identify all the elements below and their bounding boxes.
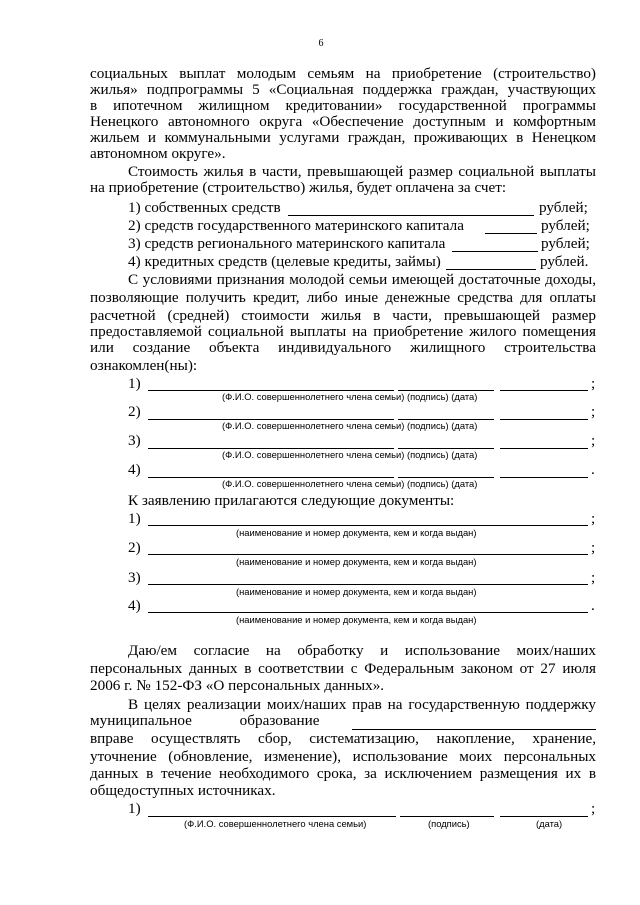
document-num-3: 3) [128,569,141,586]
document-end-2: ; [591,539,596,556]
document-num-4: 4) [128,597,141,614]
conditions-line-4: или создание объекта индивидуального жилищного строительства [90,339,596,356]
purpose-line-5: общедоступных источниках. [90,782,276,799]
conditions-line-1: позволяющие получить кредит, либо иные денежные средства для оплаты [90,289,596,306]
funding-suffix-1: рублей; [539,199,588,216]
conditions-line-2: расчетной (средней) стоимости жилья в части, превышающей размер [90,307,596,324]
purpose-line-0: В целях реализации моих/наших прав на государственную поддержку [128,696,596,713]
funding-blank-4[interactable] [446,269,536,270]
member-date-field-1[interactable] [500,390,588,391]
member-date-field-2[interactable] [500,419,588,420]
member-num-3: 3) [128,432,141,449]
member-end-1: ; [591,375,596,392]
member-date-field-3[interactable] [500,448,588,449]
final-caption-date: (дата) [536,818,563,829]
document-field-4[interactable] [148,612,588,613]
purpose-line-2: вправе осуществлять сбор, систематизацию, накопление, хранение, [90,730,596,747]
document-end-1: ; [591,510,596,527]
purpose-line-3: уточнение (обновление, изменение), использование моих персональных [90,748,596,765]
member-caption-3: (Ф.И.О. совершеннолетнего члена семьи) (подпись) (дата) [222,449,478,460]
document-field-3[interactable] [148,584,588,585]
member-end-4: . [591,461,595,478]
intro-line-3: Ненецкого автономного округа «Обеспечение доступным и комфортным [90,113,596,130]
final-name-field[interactable] [148,816,396,817]
document-caption-4: (наименование и номер документа, кем и когда выдан) [236,614,477,625]
document-num-1: 1) [128,510,141,527]
purpose-line-1: муниципальное образование [90,712,320,729]
final-date-field[interactable] [500,816,588,817]
cost-line-1: на приобретение (строительство) жилья, будет оплачена за счет: [90,179,507,196]
document-caption-2: (наименование и номер документа, кем и когда выдан) [236,556,477,567]
conditions-line-3: предоставляемой социальной выплаты на приобретение жилого помещения [90,323,596,340]
intro-line-2: в ипотечном жилищном кредитовании» государственной программы [90,97,596,114]
funding-label-3: 3) средств регионального материнского капитала [128,235,446,252]
funding-suffix-4: рублей. [540,253,589,270]
document-end-3: ; [591,569,596,586]
final-caption-name: (Ф.И.О. совершеннолетнего члена семьи) [184,818,367,829]
intro-line-4: жильем и коммунальными услугами граждан, проживающих в Ненецком [90,129,596,146]
intro-line-0: социальных выплат молодым семьям на приобретение (строительство) [90,65,596,82]
final-signature-field[interactable] [400,816,494,817]
funding-blank-2[interactable] [485,233,537,234]
document-end-4: . [591,597,595,614]
documents-heading: К заявлению прилагаются следующие документы: [128,492,455,509]
member-caption-1: (Ф.И.О. совершеннолетнего члена семьи) (подпись) (дата) [222,391,478,402]
funding-blank-1[interactable] [288,215,534,216]
intro-line-1: жилья» подпрограммы 5 «Социальная поддержка граждан, участвующих [90,81,596,98]
final-caption-signature: (подпись) [428,818,470,829]
final-end: ; [591,800,596,817]
member-num-4: 4) [128,461,141,478]
member-num-1: 1) [128,375,141,392]
funding-suffix-3: рублей; [541,235,590,252]
funding-label-4: 4) кредитных средств (целевые кредиты, займы) [128,253,441,270]
funding-blank-3[interactable] [452,251,538,252]
document-caption-1: (наименование и номер документа, кем и когда выдан) [236,527,477,538]
funding-label-2: 2) средств государственного материнского капитала [128,217,464,234]
conditions-line-0: С условиями признания молодой семьи имеющей достаточные доходы, [128,271,596,288]
member-end-2: ; [591,403,596,420]
document-field-1[interactable] [148,525,588,526]
consent-line-2: 2006 г. № 152-ФЗ «О персональных данных». [90,677,385,694]
member-date-field-4[interactable] [500,477,588,478]
document-caption-3: (наименование и номер документа, кем и когда выдан) [236,586,477,597]
consent-line-0: Даю/ем согласие на обработку и использование моих/наших [128,642,596,659]
purpose-line-4: данных в течение необходимого срока, за исключением размещения их в [90,765,596,782]
consent-line-1: персональных данных в соответствии с Федеральным законом от 27 июля [90,660,596,677]
document-field-2[interactable] [148,554,588,555]
member-num-2: 2) [128,403,141,420]
cost-line-0: Стоимость жилья в части, превышающей размер социальной выплаты [128,163,596,180]
intro-line-5: автономном округе». [90,145,226,162]
final-num: 1) [128,800,141,817]
funding-label-1: 1) собственных средств [128,199,281,216]
member-caption-4: (Ф.И.О. совершеннолетнего члена семьи) (подпись) (дата) [222,478,478,489]
member-caption-2: (Ф.И.О. совершеннолетнего члена семьи) (подпись) (дата) [222,420,478,431]
page-number: 6 [318,38,324,49]
document-num-2: 2) [128,539,141,556]
funding-suffix-2: рублей; [541,217,590,234]
member-end-3: ; [591,432,596,449]
conditions-line-5: ознакомлен(ны): [90,357,198,374]
